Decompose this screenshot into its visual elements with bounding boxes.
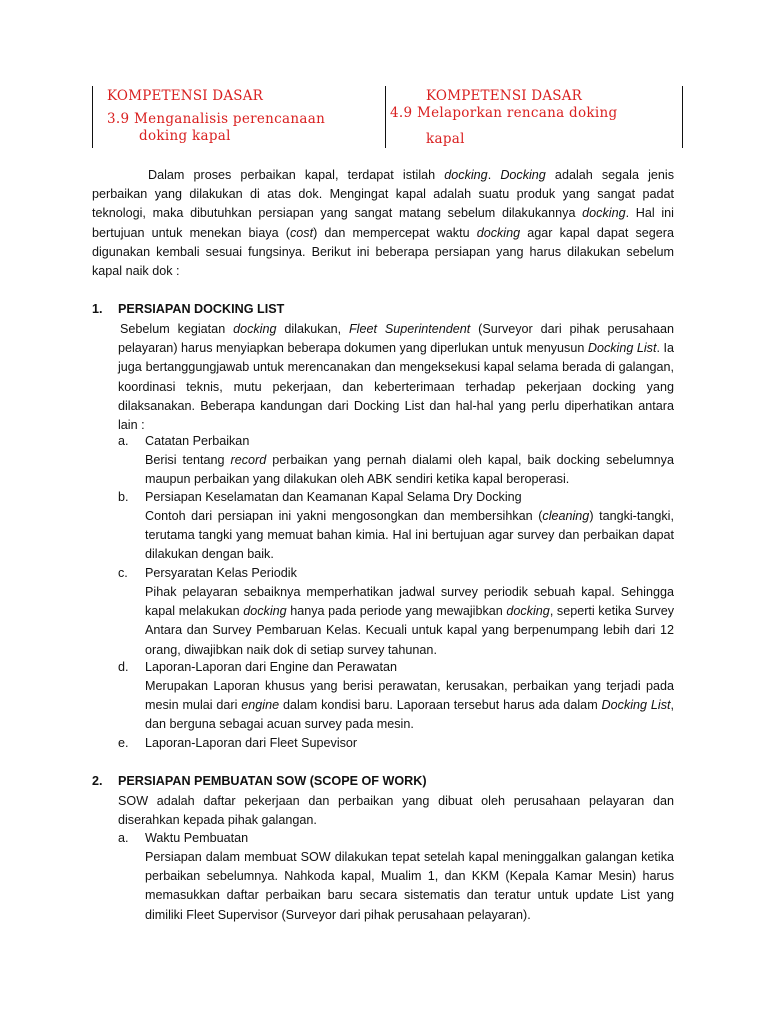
item-1b-letter: b.: [118, 490, 129, 504]
item-1d-title: Laporan-Laporan dari Engine dan Perawatan: [145, 660, 398, 674]
item-text: hanya pada periode yang mewajibkan: [286, 604, 507, 619]
section-1-number: 1.: [92, 302, 103, 316]
item-1a-title: Catatan Perbaikan: [145, 434, 250, 448]
s1-italic: docking: [233, 322, 277, 336]
item-1b-title: Persiapan Keselamatan dan Keamanan Kapal Selama Dry Docking: [145, 490, 522, 504]
item-1c-title: Persyaratan Kelas Periodik: [145, 566, 297, 580]
intro-italic: docking: [582, 206, 626, 221]
item-2a-letter: a.: [118, 831, 129, 845]
item-text: Berisi tentang: [145, 453, 231, 467]
s1-text: dilakukan,: [276, 322, 349, 336]
section-1-paragraph: [118, 320, 674, 435]
intro-italic: docking: [476, 225, 521, 240]
section-2-number: 2.: [92, 774, 103, 788]
item-text: Merupakan Laporan khusus yang berisi perawatan, kerusakan, perbaikan yang terjadi pada mesin mulai dari: [145, 679, 674, 713]
item-italic: Docking List: [601, 698, 671, 713]
section-2-title: PERSIAPAN PEMBUATAN SOW (SCOPE OF WORK): [118, 774, 427, 788]
item-text: perbaikan yang pernah dialami oleh kapal, baik docking sebelumnya maupun perbaikan yang dilakukan oleh ABK sendiri ketika kapal beroperasi.: [145, 453, 674, 487]
item-italic: engine: [241, 698, 280, 713]
kd-left-line1: 3.9 Menganalisis perencanaan: [107, 111, 326, 127]
item-1a-body: [145, 451, 674, 489]
kd-right-line2: kapal: [426, 131, 465, 147]
item-2a-body: Persiapan dalam membuat SOW dilakukan tepat setelah kapal meninggalkan galangan ketika perbaikan sebelumnya. Nahkoda kapal, Mualim 1, dan KKM (Kepala Kamar Mesin) harus memasukkan daftar perbaikan baru secara sistematis dan teratur untuk update List yang dimiliki Fleet Supervisor (Surveyor dari pihak perusahaan pelayaran).: [145, 850, 674, 922]
item-1d-body: [145, 677, 674, 735]
kd-box-right: [384, 86, 683, 148]
s1-text: Sebelum kegiatan: [120, 322, 234, 336]
intro-text: Dalam proses perbaikan kapal, terdapat istilah: [148, 168, 445, 182]
item-text: Contoh dari persiapan ini yakni mengosongkan dan membersihkan (: [145, 509, 543, 523]
item-italic: docking: [506, 604, 550, 619]
intro-text: agar kapal dapat segera digunakan kembali sesuai fungsinya. Berikut ini beberapa persiapan yang harus dilakukan sebelum kapal naik dok :: [92, 225, 674, 279]
item-2a-title: Waktu Pembuatan: [145, 831, 249, 845]
intro-italic: docking: [444, 168, 488, 182]
item-1d-letter: d.: [118, 660, 129, 674]
s1-text: (Surveyor dari pihak perusahaan pelayaran) harus menyiapkan beberapa dokumen yang diperlukan untuk menyusun: [118, 322, 674, 356]
item-1e-letter: e.: [118, 736, 129, 750]
item-1b-body: [145, 507, 674, 565]
intro-text: . Hal ini bertujuan untuk menekan biaya (: [92, 206, 674, 240]
item-1e-title: Laporan-Laporan dari Fleet Supevisor: [145, 736, 358, 750]
s1-italic: Docking List: [587, 341, 657, 356]
intro-italic: cost: [289, 225, 314, 240]
item-text: , dan berguna sebagai acuan survey pada mesin.: [145, 698, 674, 732]
intro-paragraph: [92, 166, 674, 281]
item-text: dalam kondisi baru. Laporaan tersebut harus ada dalam: [279, 698, 602, 713]
item-italic: cleaning: [542, 509, 590, 523]
item-text: ) tangki-tangki, terutama tangki yang memuat bahan kimia. Hal ini bertujuan agar survey dan perbaikan dapat dilakukan dengan baik.: [145, 509, 674, 562]
intro-text: ) dan mempercepat waktu: [313, 225, 477, 240]
s1-text: . Ia juga bertanggungjawab untuk merencanakan dan mengeksekusi kapal selama berada di galangan, koordinasi teknis, mutu pekerjaan, dan keberterimaan terhadap pekerjaan docking yang dilaksanakan. Beberapa kandungan dari Docking List dan hal-hal yang perlu diperhatikan antara lain :: [118, 341, 674, 433]
item-italic: docking: [243, 604, 287, 619]
kd-right-title: KOMPETENSI DASAR: [426, 88, 583, 104]
intro-text: .: [487, 168, 501, 182]
item-text: , seperti ketika Survey Antara dan Survey Pembaruan Kelas. Kecuali untuk kapal yang berpenumpang lebih dari 12 orang, diwajibkan naik dok di setiap survey tahunan.: [145, 604, 675, 657]
section-2-paragraph: SOW adalah daftar pekerjaan dan perbaikan yang dibuat oleh perusahaan pelayaran dan diserahkan kepada pihak galangan.: [118, 794, 674, 828]
item-italic: record: [230, 453, 267, 467]
item-text: Pihak pelayaran sebaiknya memperhatikan jadwal survey periodik sebuah kapal. Sehingga kapal melakukan: [145, 585, 674, 619]
item-1a-letter: a.: [118, 434, 129, 448]
s1-italic: Fleet Superintendent: [348, 322, 471, 336]
section-1-title: PERSIAPAN DOCKING LIST: [118, 302, 285, 316]
item-1c-letter: c.: [118, 566, 128, 580]
intro-text: adalah segala jenis perbaikan yang dilakukan di atas dok. Mengingat kapal adalah suatu produk yang sangat padat teknologi, maka dibutuhkan persiapan yang sangat matang sebelum dilakukannya: [92, 168, 675, 221]
kd-box-left: [92, 86, 386, 148]
intro-italic: Docking: [500, 168, 546, 182]
item-1c-body: [145, 583, 674, 660]
kd-left-line2: doking kapal: [139, 128, 231, 144]
kd-left-title: KOMPETENSI DASAR: [107, 88, 264, 104]
kd-right-line1: 4.9 Melaporkan rencana doking: [390, 105, 618, 121]
